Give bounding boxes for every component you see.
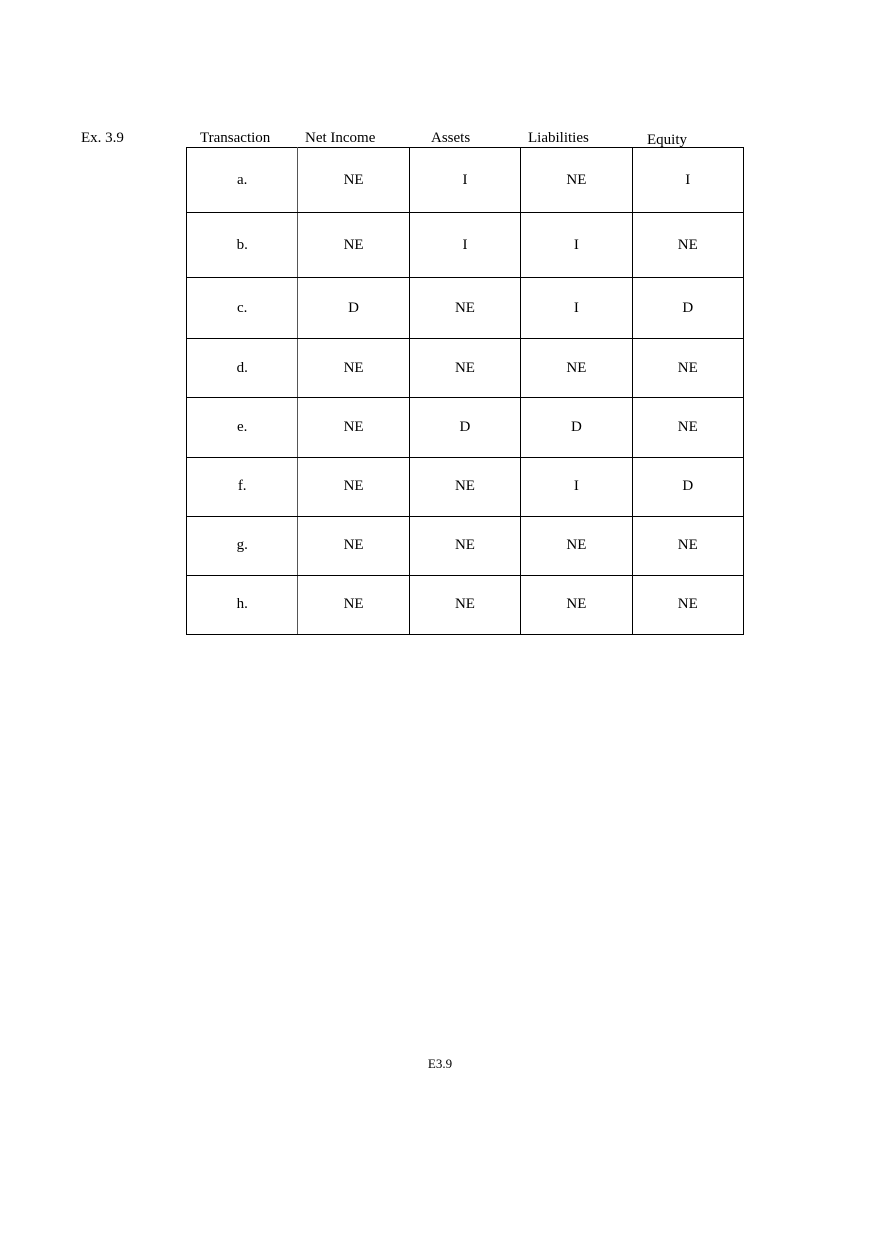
cell-equity: NE (632, 339, 743, 398)
cell-liabilities: I (521, 213, 632, 278)
header-liabilities: Liabilities (528, 130, 589, 146)
cell-equity: NE (632, 398, 743, 457)
table-row (187, 398, 744, 457)
cell-assets: NE (409, 457, 520, 516)
table-row (187, 575, 744, 634)
cell-net-income: NE (298, 339, 409, 398)
cell-assets: D (409, 398, 520, 457)
table-row (187, 148, 744, 213)
cell-assets: NE (409, 516, 520, 575)
table-row (187, 516, 744, 575)
cell-equity: I (632, 148, 743, 213)
cell-transaction: h. (187, 575, 298, 634)
cell-assets: NE (409, 278, 520, 339)
cell-net-income: NE (298, 516, 409, 575)
effects-table (186, 147, 744, 635)
cell-net-income: D (298, 278, 409, 339)
cell-liabilities: I (521, 278, 632, 339)
cell-equity: NE (632, 516, 743, 575)
cell-transaction: f. (187, 457, 298, 516)
cell-transaction: b. (187, 213, 298, 278)
cell-transaction: e. (187, 398, 298, 457)
cell-liabilities: NE (521, 575, 632, 634)
table-row (187, 278, 744, 339)
cell-assets: I (409, 213, 520, 278)
cell-equity: D (632, 278, 743, 339)
exercise-label: Ex. 3.9 (81, 130, 124, 146)
cell-assets: I (409, 148, 520, 213)
cell-net-income: NE (298, 398, 409, 457)
cell-liabilities: NE (521, 516, 632, 575)
cell-assets: NE (409, 339, 520, 398)
cell-liabilities: D (521, 398, 632, 457)
table-row (187, 213, 744, 278)
header-net-income: Net Income (305, 130, 376, 146)
cell-transaction: d. (187, 339, 298, 398)
header-equity: Equity (647, 132, 687, 148)
cell-equity: NE (632, 213, 743, 278)
cell-transaction: a. (187, 148, 298, 213)
cell-net-income: NE (298, 148, 409, 213)
table-row (187, 339, 744, 398)
cell-liabilities: NE (521, 339, 632, 398)
cell-liabilities: NE (521, 148, 632, 213)
cell-net-income: NE (298, 457, 409, 516)
cell-assets: NE (409, 575, 520, 634)
header-transaction: Transaction (200, 130, 271, 146)
cell-net-income: NE (298, 213, 409, 278)
cell-equity: D (632, 457, 743, 516)
table-row (187, 457, 744, 516)
cell-transaction: g. (187, 516, 298, 575)
cell-transaction: c. (187, 278, 298, 339)
page-footer-label: E3.9 (427, 1056, 453, 1071)
cell-net-income: NE (298, 575, 409, 634)
cell-liabilities: I (521, 457, 632, 516)
header-assets: Assets (431, 130, 471, 146)
cell-equity: NE (632, 575, 743, 634)
